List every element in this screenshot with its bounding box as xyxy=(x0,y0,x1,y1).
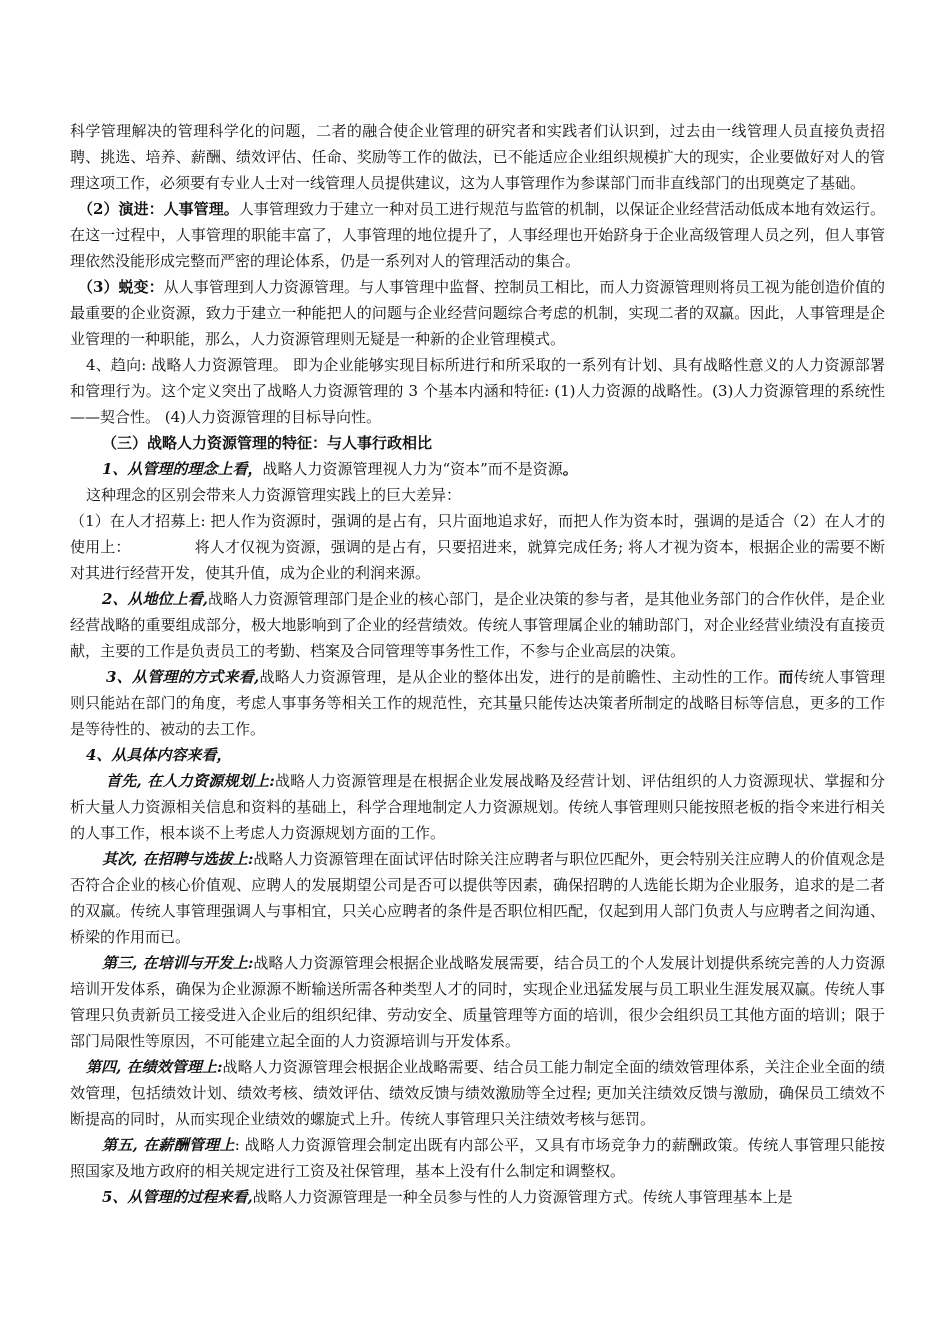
paragraph-lead: 第三, 在培训与开发上: xyxy=(102,954,254,972)
paragraph-text: 从人事管理到人力资源管理。与人事管理中监督、控制员工相比，而人力资源管理则将员工视为能创造价值的最重要的企业资源，致力于建立一种能把人的问题与企业经营问题综合考虑的机制，实现二者的双赢。因此，人事管理是企业管理的一种职能，那么，人力资源管理则无疑是一种新的企业管理模式。 xyxy=(70,278,885,348)
paragraph-text: : 战略人力资源管理会制定出既有内部公平，又具有市场竞争力的薪酬政策。传统人事管理只能按照国家及地方政府的相关规定进行工资及社保管理，基本上没有什么制定和调整权。 xyxy=(70,1136,886,1180)
paragraph-planning xyxy=(70,768,885,846)
paragraph-recruit-use xyxy=(70,508,885,586)
paragraph-text: 战略人力资源管理是一种全员参与性的人力资源管理方式。传统人事管理基本上是 xyxy=(252,1188,793,1206)
paragraph-text: 战略人力资源管理会根据企业战略发展需要，结合员工的个人发展计划提供系统完善的人力资源培训开发体系，确保为企业源源不断输送所需各种类型人才的同时，实现企业迅猛发展与员工职业生涯发展双赢。传统人事管理只负责新员工接受进入企业后的组织纪律、劳动安全、质量管理等方面的培训，很少会组织员工其他方面的培训；限于部门局限性等原因，不可能建立起全面的人力资源培训与开发体系。 xyxy=(70,954,885,1050)
paragraph-lead: 2、从地位上看, xyxy=(102,590,208,608)
document-page xyxy=(70,118,885,1210)
paragraph-concept xyxy=(70,456,885,482)
paragraph-content-heading xyxy=(70,742,885,768)
paragraph-lead: 第四, 在绩效管理上: xyxy=(86,1058,223,1076)
paragraph-text: 科学管理解决的管理科学化的问题，二者的融合使企业管理的研究者和实践者们认识到，过去由一线管理人员直接负责招聘、挑选、培养、薪酬、绩效评估、任命、奖励等工作的做法，已不能适应企业组织规模扩大的现实，企业要做好对人的管理这项工作，必须要有专业人士对一线管理人员提供建议，这为人事管理作为参谋部门而非直线部门的出现奠定了基础。 xyxy=(70,122,885,192)
paragraph-status xyxy=(70,586,885,664)
paragraph-mid: 而 xyxy=(778,668,794,686)
paragraph-process xyxy=(70,1184,885,1210)
paragraph-text: 战略人力资源管理在面试评估时除关注应聘者与职位匹配外，更会特别关注应聘人的价值观念是否符合企业的核心价值观、应聘人的发展期望公司是否可以提供等因素，确保招聘的人选能长期为企业服务，追求的是二者的双赢。传统人事管理强调人与事相宜，只关心应聘者的条件是否职位相匹配，仅起到用人部门负责人与应聘者之间沟通、桥梁的作用而已。 xyxy=(70,850,885,946)
paragraph-lead: 第五, 在薪酬管理上 xyxy=(102,1136,235,1154)
paragraph-evolution xyxy=(70,196,885,274)
paragraph-trend xyxy=(70,352,885,430)
paragraph-text: 战略人力资源管理是在根据企业发展战略及经营计划、评估组织的人力资源现状、掌握和分析大量人力资源相关信息和资料的基础上，科学合理地制定人力资源规划。传统人事管理则只能按照老板的指令来进行相关的人事工作，根本谈不上考虑人力资源规划方面的工作。 xyxy=(70,772,885,842)
paragraph-training xyxy=(70,950,885,1054)
paragraph-performance xyxy=(70,1054,885,1132)
paragraph-lead: 其次, 在招聘与选拔上: xyxy=(102,850,254,868)
paragraph-tail: 。 xyxy=(562,460,578,478)
paragraph-lead: 5、从管理的过程来看, xyxy=(102,1188,253,1206)
paragraph-intro xyxy=(70,118,885,196)
heading-text: （三）战略人力资源管理的特征：与人事行政相比 xyxy=(102,434,433,452)
paragraph-recruitment xyxy=(70,846,885,950)
paragraph-lead: 4、从具体内容来看， xyxy=(86,746,232,764)
paragraph-text: 战略人力资源管理部门是企业的核心部门，是企业决策的参与者，是其他业务部门的合作伙伴，是企业经营战略的重要组成部分，极大地影响到了企业的经营绩效。传统人事管理属企业的辅助部门，对企业经营业绩没有直接贡献，主要的工作是负责员工的考勤、档案及合同管理等事务性工作，不参与企业高层的决策。 xyxy=(70,590,885,660)
paragraph-text-b: 将人才仅视为资源，强调的是占有，只要招进来，就算完成任务; 将人才视为资本，根据企业的需要不断对其进行经营开发，使其升值，成为企业的利润来源。 xyxy=(70,538,885,582)
paragraph-text-a: （1）在人才招募上: 把人作为资源时，强调的是占有，只片面地追求好，而把人作为资本时，强调的是适合（2）在人才的使用上： xyxy=(70,512,885,556)
paragraph-text: 战略人力资源管理会根据企业战略需要、结合员工能力制定全面的绩效管理体系，关注企业全面的绩效管理，包括绩效计划、绩效考核、绩效评估、绩效反馈与绩效激励等全过程; 更加关注绩效反馈与激励，确保员工绩效不断提高的同时，从而实现企业绩效的螺旋式上升。传统人事管理只关注绩效考核与惩罚。 xyxy=(70,1058,885,1128)
paragraph-text: 4、趋向: 战略人力资源管理。 即为企业能够实现目标所进行和所采取的一系列有计划、具有战略性意义的人力资源部署和管理行为。这个定义突出了战略人力资源管理的 3 个基本内涵和特征: (1)人力资源的战略性。(3)人力资源管理的系统性——契合性。 (4)人力资源管理的目标导向性。 xyxy=(70,356,885,426)
paragraph-text-a: 战略人力资源管理，是从企业的整体出发，进行的是前瞻性、主动性的工作。 xyxy=(259,668,779,686)
paragraph-lead: （3）蜕变： xyxy=(78,278,164,296)
paragraph-text: 战略人力资源管理视人力为“资本”而不是资源 xyxy=(262,460,563,478)
paragraph-method xyxy=(70,664,885,742)
paragraph-transformation xyxy=(70,274,885,352)
paragraph-lead: 首先, 在人力资源规划上: xyxy=(106,772,275,790)
section-heading xyxy=(70,430,885,456)
paragraph-compensation xyxy=(70,1132,885,1184)
paragraph-text-b: 传统人事管理则只能站在部门的角度，考虑人事事务等相关工作的规范性，充其量只能传达决策者所制定的战略目标等信息，更多的工作是等待性的、被动的去工作。 xyxy=(70,668,885,738)
paragraph-lead: （2）演进：人事管理。 xyxy=(78,200,239,218)
paragraph-text: 人事管理致力于建立一种对员工进行规范与监管的机制，以保证企业经营活动低成本地有效运行。在这一过程中，人事管理的职能丰富了，人事管理的地位提升了，人事经理也开始跻身于企业高级管理人员之列，但人事管理依然没能形成完整而严密的理论体系，仍是一系列对人的管理活动的集合。 xyxy=(70,200,885,270)
paragraph-lead: 1、从管理的理念上看， xyxy=(102,460,263,478)
paragraph-text: 这种理念的区别会带来人力资源管理实践上的巨大差异： xyxy=(86,486,462,504)
paragraph-lead: 3、从管理的方式来看, xyxy=(106,668,260,686)
paragraph-difference xyxy=(70,482,885,508)
